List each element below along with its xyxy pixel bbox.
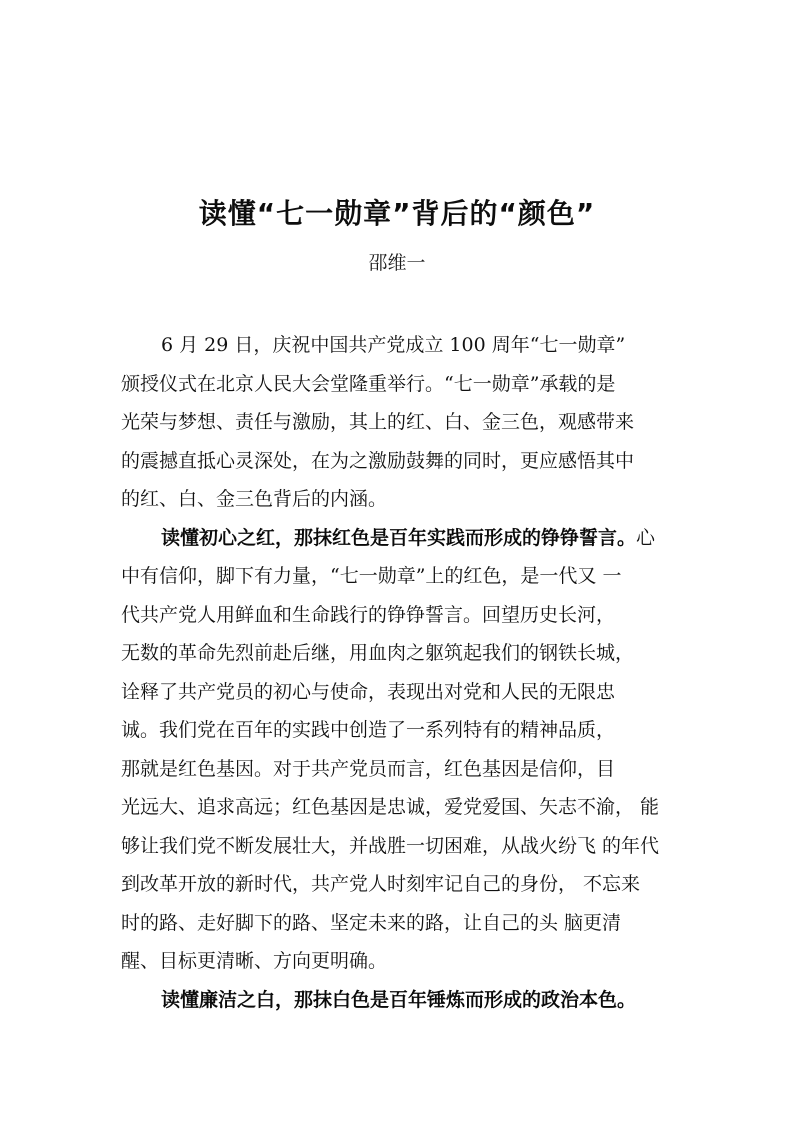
body-text: 无数的革命先烈前赴后继，用血肉之躯筑起我们的钢铁长城， — [121, 642, 635, 664]
body-text: 到改革开放的新时代，共产党人时刻牢记自己的身份， 不忘来 — [121, 873, 641, 895]
body-line — [121, 788, 701, 827]
body-text: 诠释了共产党员的初心与使命，表现出对党和人民的无限忠 — [121, 680, 616, 703]
section-heading-line — [121, 981, 701, 1020]
body-text: 代共产党人用鲜血和生命践行的铮铮誓言。回望历史长河， — [121, 603, 616, 626]
body-line — [121, 827, 701, 866]
body-text: 光荣与梦想、责任与激励，其上的红、白、金三色，观感带来 — [121, 411, 635, 433]
section-heading-white: 读懂廉洁之白，那抹白色是百年锤炼而形成的政治本色。 — [161, 988, 637, 1011]
body-text: 够让我们党不断发展壮大，并战胜一切困难，从战火纷飞 的年代 — [121, 834, 660, 857]
section-heading-line — [121, 519, 701, 558]
document-title: 读懂“七一勋章”背后的“颜色” — [198, 197, 596, 230]
body-text: 的红、白、金三色背后的内涵。 — [121, 488, 388, 510]
body-text: 醒、目标更清晰、方向更明确。 — [121, 950, 388, 972]
body-text: 诚。我们党在百年的实践中创造了一系列特有的精神品质， — [121, 719, 616, 741]
body-line — [121, 750, 701, 789]
body-line — [121, 942, 701, 981]
body-line — [121, 673, 701, 712]
body-text: 中有信仰，脚下有力量，“七一勋章”上的红色，是一代又 一 — [121, 565, 622, 587]
body-text: 的震撼直抵心灵深处，在为之激励鼓舞的同时，更应感悟其中 — [121, 449, 635, 472]
body-line — [121, 365, 701, 404]
section-heading-red: 读懂初心之红，那抹红色是百年实践而形成的铮铮誓言。 — [161, 526, 637, 549]
body-text: 6 月 29 日，庆祝中国共产党成立 100 周年“七一勋章” — [161, 334, 626, 356]
body-text: 光远大、追求高远；红色基因是忠诚，爱党爱国、矢志不渝， 能 — [121, 796, 660, 818]
body-line — [121, 403, 701, 442]
document-body — [121, 326, 701, 1019]
author-name: 邵维一 — [368, 252, 426, 274]
body-line — [121, 557, 701, 596]
body-line — [121, 634, 701, 673]
body-text: 那就是红色基因。对于共产党员而言，红色基因是信仰，目 — [121, 757, 616, 780]
body-line — [121, 711, 701, 750]
body-line — [121, 442, 701, 481]
body-text: 心 — [636, 526, 656, 549]
body-line — [121, 480, 701, 519]
body-line — [121, 865, 701, 904]
body-line — [121, 596, 701, 635]
body-line — [121, 326, 701, 365]
body-line — [121, 904, 701, 943]
body-text: 时的路、走好脚下的路、坚定未来的路，让自己的头 脑更清 — [121, 911, 622, 934]
body-text: 颁授仪式在北京人民大会堂隆重举行。“七一勋章”承载的是 — [121, 372, 616, 395]
